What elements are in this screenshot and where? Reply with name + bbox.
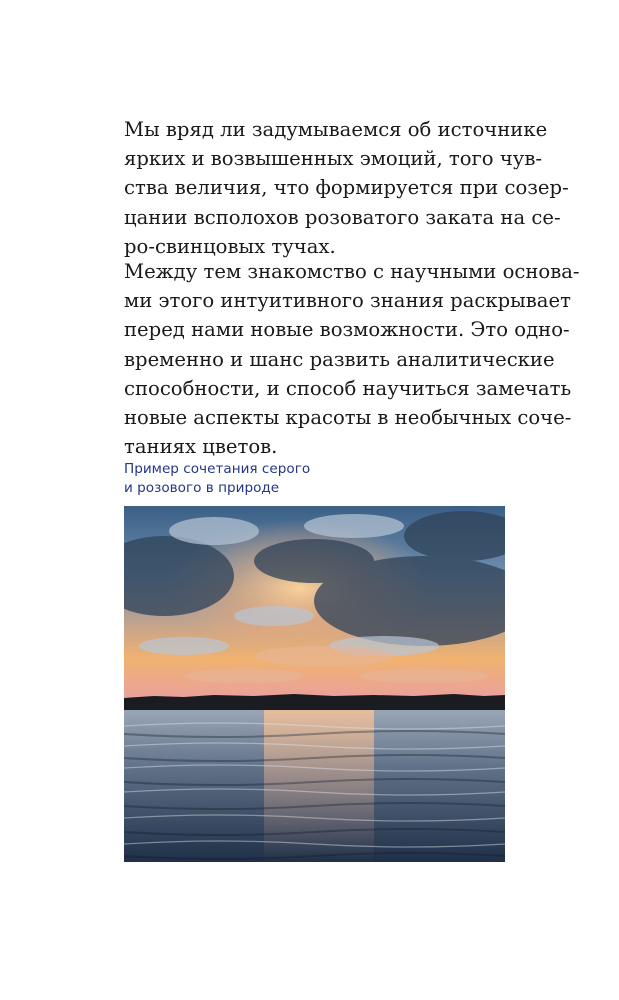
paragraph-2-line: таниях цветов. — [124, 435, 278, 459]
paragraph-1 — [124, 115, 569, 261]
paragraph-2 — [124, 257, 580, 461]
paragraph-2-line: временно и шанс развить аналитические — [124, 347, 555, 371]
caption-line: и розового в природе — [124, 480, 280, 496]
paragraph-2-line: перед нами новые возможности. Это одно- — [124, 318, 570, 342]
sunset-lake-photo — [124, 506, 505, 862]
paragraph-1-line: ства величия, что формируется при созер- — [124, 176, 569, 200]
paragraph-1-line: Мы вряд ли задумываемся об источнике — [124, 118, 548, 141]
caption-line: Пример сочетания серого — [124, 461, 311, 477]
paragraph-2-line: Между тем знакомство с научными основа- — [124, 260, 580, 283]
paragraph-1-line: ярких и возвышенных эмоций, того чув- — [124, 147, 542, 171]
paragraph-1-line: ро-свинцовых тучах. — [124, 234, 336, 258]
paragraph-2-line: способности, и способ научиться замечать — [124, 376, 572, 400]
photo-caption — [124, 460, 424, 498]
paragraph-1-line: цании всполохов розоватого заката на се- — [124, 205, 561, 229]
paragraph-2-line: новые аспекты красоты в необычных соче- — [124, 406, 572, 430]
paragraph-2-line: ми этого интуитивного знания раскрывает — [124, 289, 571, 313]
